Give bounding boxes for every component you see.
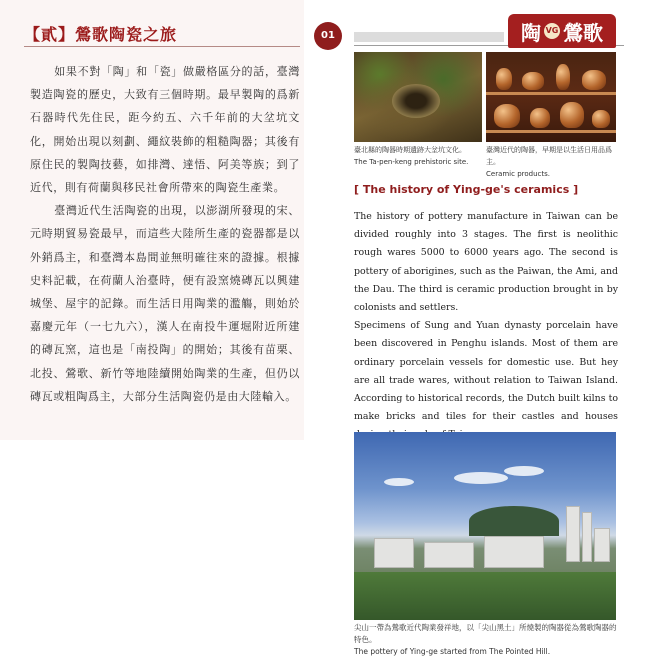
logo-text-yingge: 鶯歌 [563,20,603,45]
pointed-hill-caption: 尖山一帶為鶯歌近代陶業發祥地，以「尖山黑土」所燒製的陶器從為鶯歌陶器的特色。 The pottery of Ying-ge started from The Pointed Hill. [354,623,617,656]
building [424,542,474,568]
display-shelf [486,130,616,133]
chinese-paragraph-1: 如果不對「陶」和「瓷」做嚴格區分的話，臺灣製造陶瓷的歷史，大致有三個時期。最早製陶的爲新石器時代先住民，距今約五、六千年前的大坌坑文化，開始出現以刻劃、繩紋裝飾的粗糙陶器；其後有原住民的製陶技藝，如排灣、達悟、阿美等族；到了近代，則有荷蘭與移民社會所帶來的陶瓷生產業。 [30,65,300,195]
left-page [0,0,304,670]
english-paragraph-2: Specimens of Sung and Yuan dynasty porcelain have been discovered in Penghu islands. Most of them are ordinary porcelain vessels for domestic use. But hey are all trade wares, without relation to Taiwan Island. According to historical records, the Dutch built kilns to make bricks and tiles for their castles and houses [354,320,618,423]
page-number-badge: 01 [314,22,342,50]
green-field [354,572,616,620]
tall-building [566,506,580,562]
section-title: [ The history of Ying-ge's ceramics ] [354,183,579,196]
pottery-vessel [582,70,606,90]
cloud [504,466,544,476]
prehistoric-site-caption: 臺北縣的陶器時期遺跡大坌坑文化。 The Ta-pen-keng prehistoric site. [354,146,469,166]
prehistoric-site-photo [354,52,482,142]
yingge-pottery-logo [508,14,616,48]
ceramic-products-photo [486,52,616,142]
english-paragraph-1: The history of pottery manufacture in Taiwan can be divided roughly into 3 stages. The first is neolithic rough wares 5000 to 6000 years ago. The second is pottery of aborigines, such as the Paiwan, the Ami, and the Dau. The third is ceramic production brought in by colonists and settlers. [354,211,618,314]
tall-building [582,512,592,562]
pottery-vessel [496,68,512,90]
chinese-body-text [30,60,300,408]
cloud [384,478,414,486]
logo-text-tao: 陶 [521,20,541,45]
building [374,538,414,568]
pottery-vessel [556,64,570,90]
pottery-vessel [592,110,610,128]
pottery-vessel [494,104,520,128]
logo-seal-icon: VG [544,23,560,39]
building [484,536,544,568]
ceramic-products-caption: 臺灣近代的陶器，早期是以生活日用品爲主。 Ceramic products. [486,146,612,178]
right-page [346,0,650,670]
pottery-vessel [530,108,550,128]
display-shelf [486,92,616,95]
pointed-hill [469,506,559,536]
pottery-vessel [522,72,544,90]
building [594,528,610,562]
pottery-vessel [560,102,584,128]
title-divider [24,46,300,47]
left-page-blank-area [0,440,304,670]
chapter-title: 【貳】鶯歌陶瓷之旅 [24,25,178,44]
header-bar [354,32,504,42]
chinese-paragraph-2: 臺灣近代生活陶瓷的出現，以澎湖所發現的宋、元時期貿易瓷最早，而這些大陸所生產的瓷器都是以外銷爲主，和臺灣本島間並無明確往來的證據。根據史料記載，在荷蘭人治臺時，便有設窯燒磚瓦以興建城堡、屋宇的記錄。而生活日用陶業的濫觴，則始於嘉慶元年（一七九六），漢人在南投牛運堀附近所建的磚瓦窯，這也是「南投陶」的開始；其後有苗栗、北投、鶯歌、新竹等地陸續開始陶業的生產，但仍以磚瓦或粗陶爲主，大部分生活陶瓷仍是由大陸輸入。 [30,204,300,403]
cloud [454,472,508,484]
pointed-hill-landscape-photo [354,432,616,620]
english-body-text [354,208,618,445]
excavation-pit [392,84,440,118]
